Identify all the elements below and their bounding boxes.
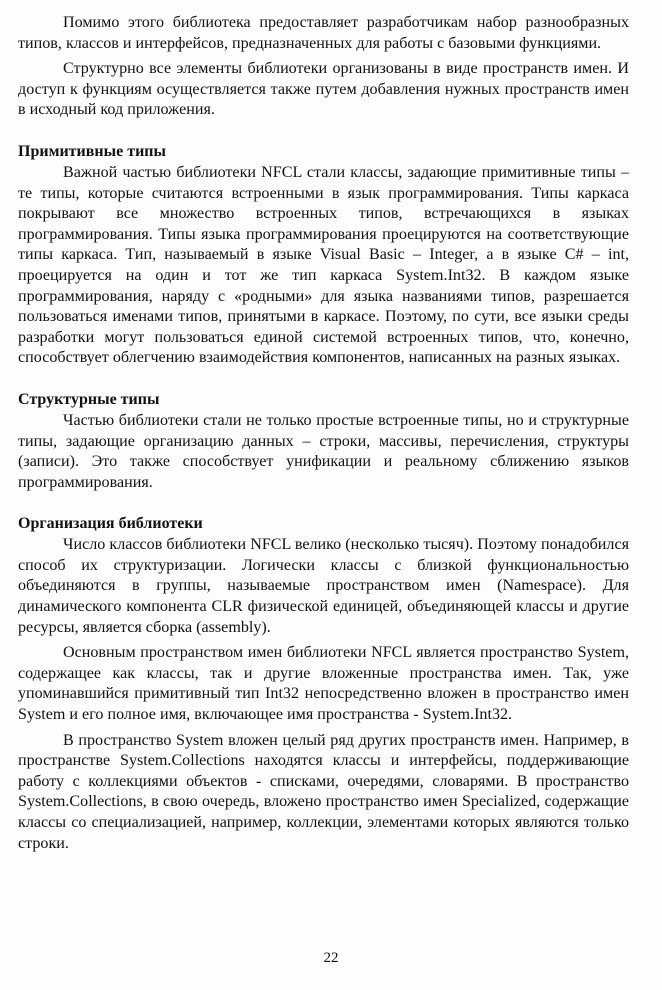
library-organization-paragraph-3: В пространство System вложен целый ряд других пространств имен. Например, в пространстве System.Collections находятся классы и интерфейсы, поддерживающие работу с коллекциями объектов - списками, очередями, словарями. В пространство System.Collections, в свою очередь, вложено пространство имен Specialized, содержащие классы со специализацией, например, коллекции, элементами которых являются только строки. xyxy=(18,731,629,852)
structural-types-paragraph: Частью библиотеки стали не только простые встроенные типы, но и структурные типы, задающие организацию данных – строки, массивы, перечисления, структуры (записи). Это также способствует унификации и реальному сближению языков программирования. xyxy=(18,411,629,491)
library-organization-paragraph-2: Основным пространством имен библиотеки NFCL является пространство System, содержащее как классы, так и другие вложенные пространства имен. Так, уже упоминавшийся примитивный тип Int32 непосредственно вложен в пространство имен System и его полное имя, включающее имя пространства - System.Int32. xyxy=(18,644,629,724)
primitive-types-paragraph: Важной частью библиотеки NFCL стали классы, задающие примитивные типы – те типы, которые считаются встроенными в язык программирования. Типы каркаса покрывают все множество встроенных типов, встречающихся в языках программирования. Типы языка программирования проецируются на соответствующие типы каркаса. Тип, называемый в языке Visual Basic – Integer, а в языке C# – int, проецируется на один и тот же тип каркаса System.Int32. В каждом языке программирования, наряду с «родными» для языка названиями типов, разрешается пользоваться именами типов, принятыми в каркасе. Поэтому, по сути, все языки среды разработки могут пользоваться единой системой встроенных типов, что, конечно, способствует облегчению взаимодействия компонентов, написанных на разных языках. xyxy=(18,163,629,367)
section-heading-primitive-types: Примитивные типы xyxy=(18,142,166,160)
intro-paragraph-1: Помимо этого библиотека предоставляет разработчикам набор разнообразных типов, классов и интерфейсов, предназначенных для работы с базовыми функциями. xyxy=(18,14,629,52)
section-heading-library-organization: Организация библиотеки xyxy=(18,515,203,533)
page-content xyxy=(18,13,629,859)
intro-paragraph-2: Структурно все элементы библиотеки организованы в виде пространств имен. И доступ к функциям осуществляется также путем добавления нужных пространств имен в исходный код приложения. xyxy=(18,60,629,119)
page-number: 22 xyxy=(323,950,339,966)
section-heading-structural-types: Структурные типы xyxy=(18,390,160,408)
library-organization-paragraph-1: Число классов библиотеки NFCL велико (несколько тысяч). Поэтому понадобился способ их структуризации. Логически классы с близкой функциональностью объединяются в группы, называемые пространством имен (Namespace). Для динамического компонента CLR физической единицей, объединяющей классы и другие ресурсы, является сборка (assembly). xyxy=(18,536,629,636)
